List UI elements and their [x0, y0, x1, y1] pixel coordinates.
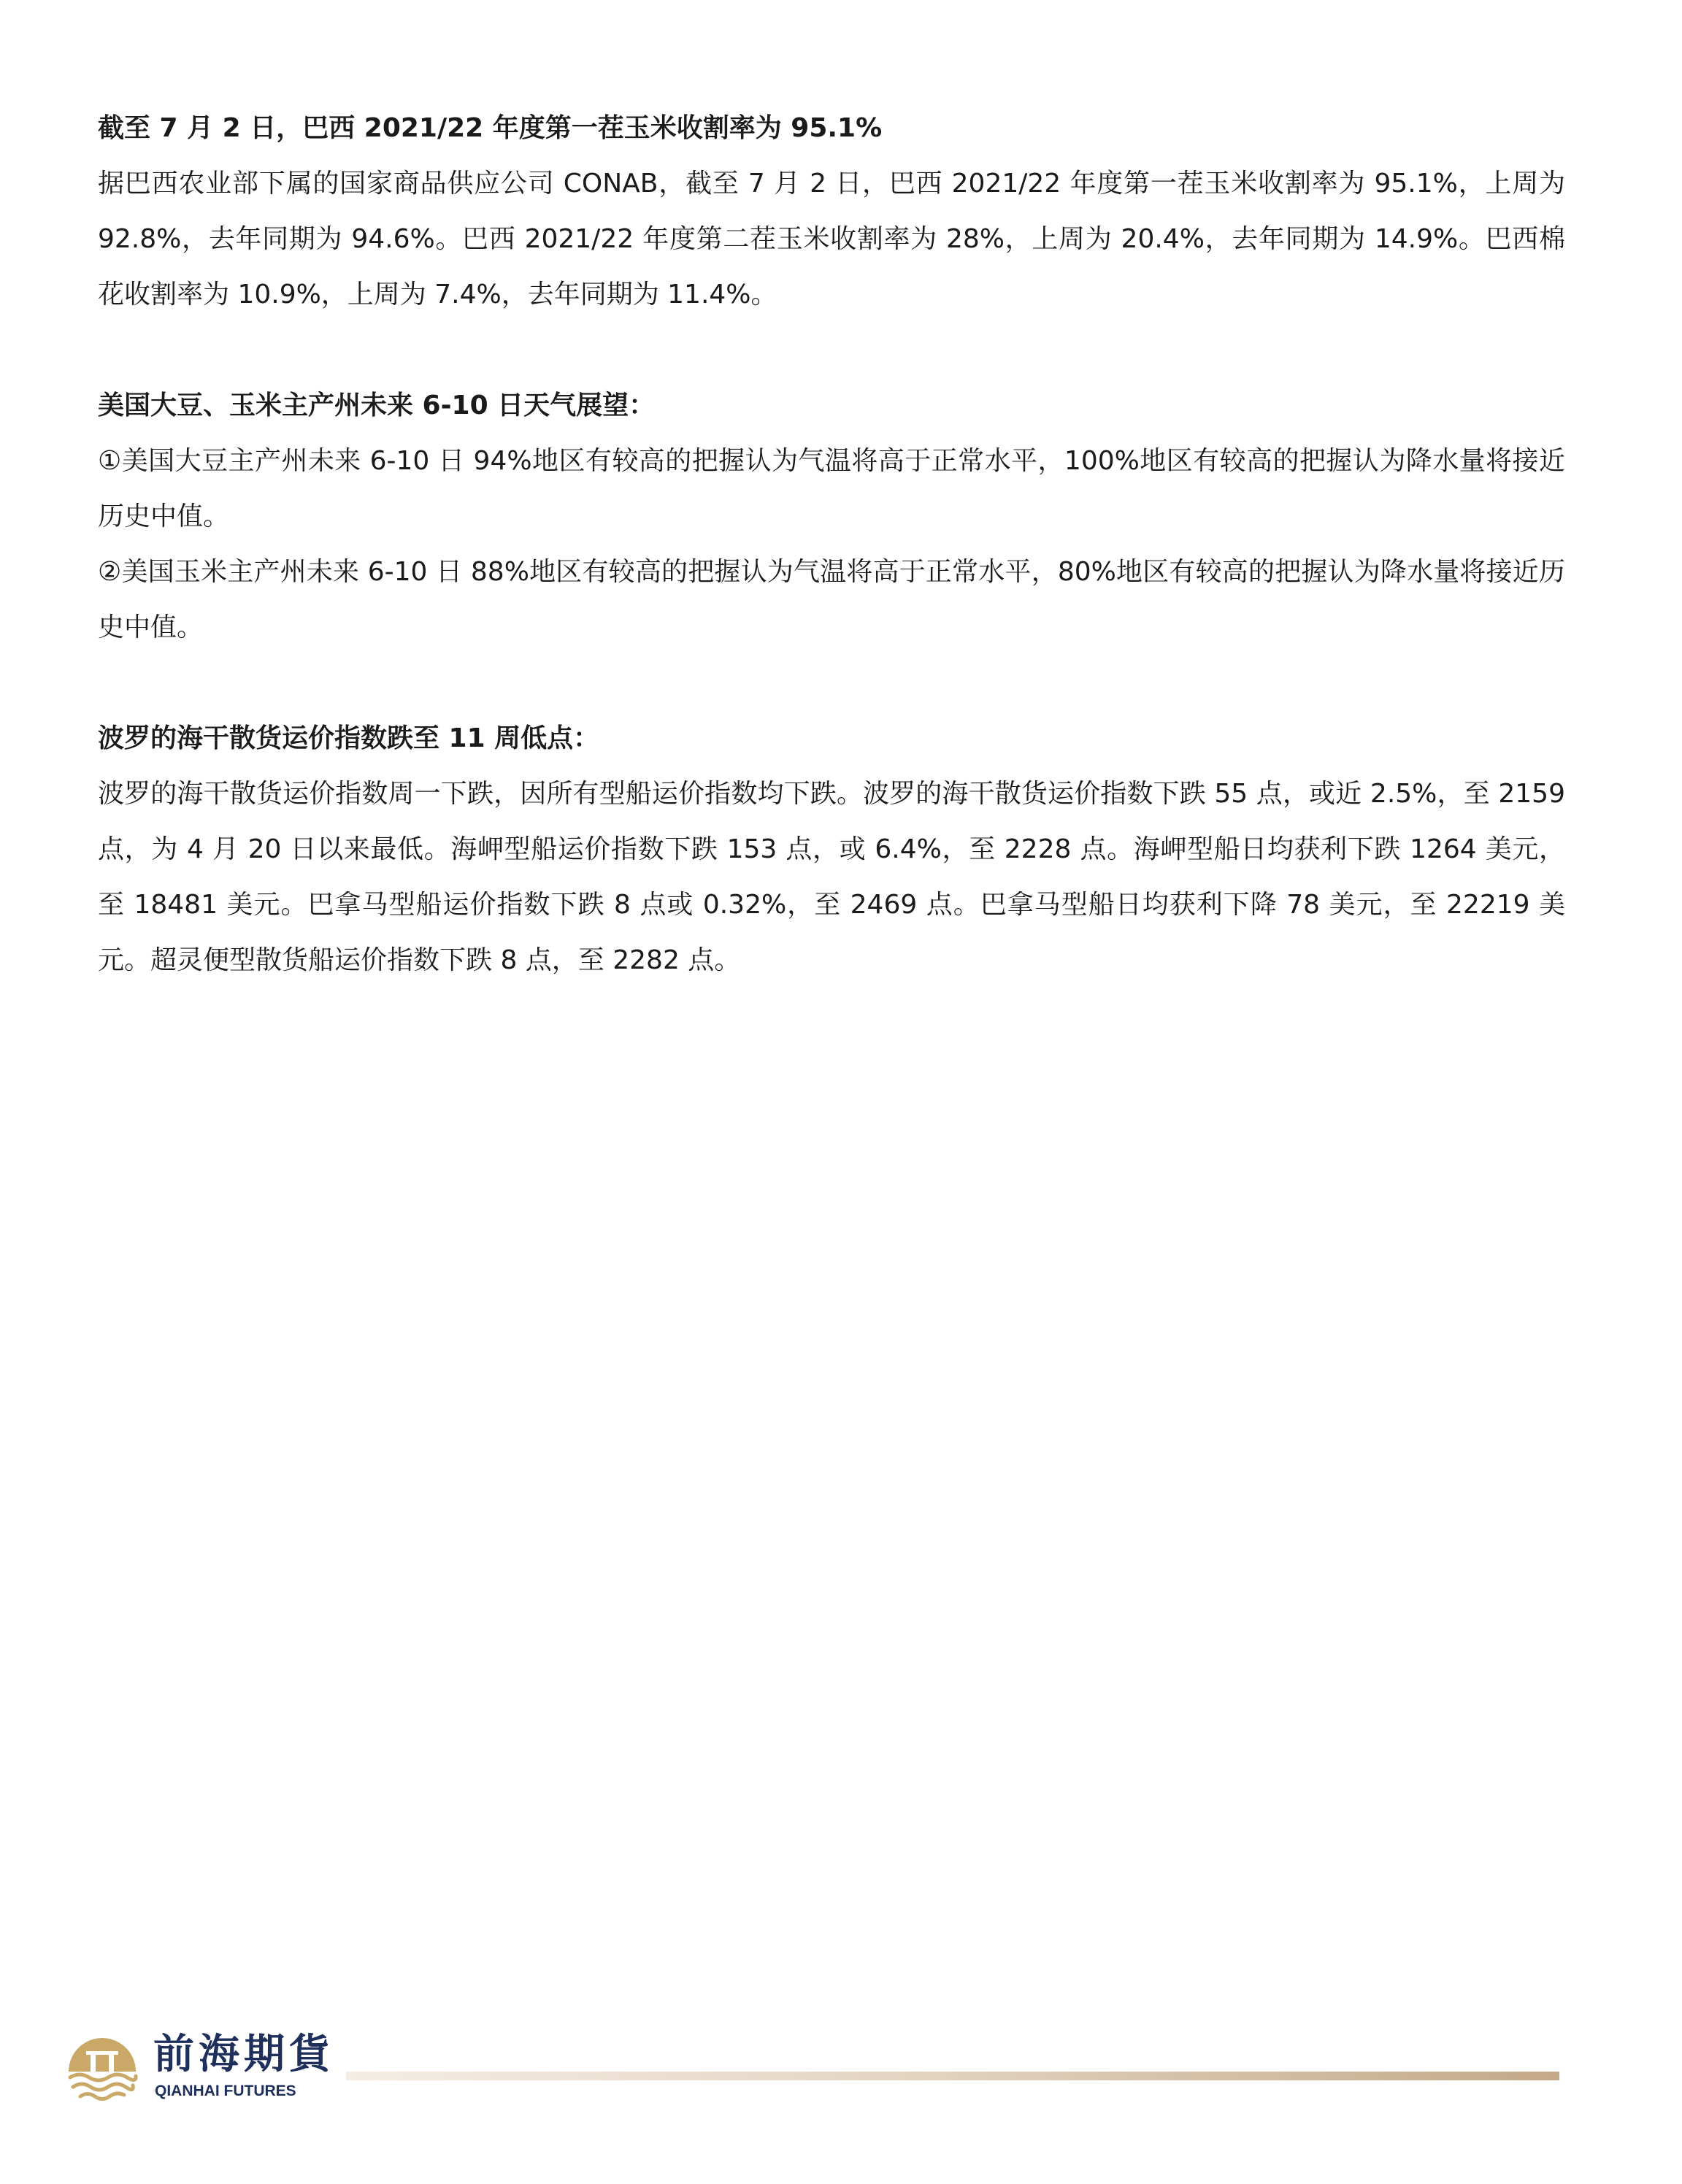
- section-us-weather: [98, 378, 1565, 655]
- section-paragraph: ②美国玉米主产州未来 6-10 日 88%地区有较高的把握认为气温将高于正常水平，80%地区有较高的把握认为降水量将接近历史中值。: [98, 557, 1565, 642]
- logo-chinese-name: 前海期貨: [153, 2030, 334, 2078]
- section-brazil-harvest: [98, 101, 1565, 323]
- section-heading: 美国大豆、玉米主产州未来 6-10 日天气展望：: [98, 391, 656, 420]
- page-footer: [64, 2029, 1568, 2131]
- document-body: [98, 101, 1565, 1044]
- section-heading: 波罗的海干散货运价指数跌至 11 周低点：: [98, 723, 600, 753]
- logo-english-name: QIANHAI FUTURES: [155, 2083, 296, 2099]
- section-paragraph: 波罗的海干散货运价指数周一下跌，因所有型船运价指数均下跌。波罗的海干散货运价指数下跌 55 点，或近 2.5%，至 2159 点，为 4 月 20 日以来最低。海岬型船运价指数下跌 153 点，或 6.4%，至 2228 点。海岬型船日均获利下跌 1264 美元，至 18481 美元。巴拿马型船运价指数下跌 8 点或 0.32%，至 2469 点。巴拿马型船日均获利下降 78 美元，至 22219 美元。超灵便型散货船运价指数下跌 8 点，至 2282 点。: [98, 779, 1565, 975]
- section-baltic-index: [98, 711, 1565, 988]
- section-paragraph: 据巴西农业部下属的国家商品供应公司 CONAB，截至 7 月 2 日，巴西 2021/22 年度第一茬玉米收割率为 95.1%，上周为 92.8%，去年同期为 94.6%。巴西 2021/22 年度第二茬玉米收割率为 28%，上周为 20.4%，去年同期为 14.9%。巴西棉花收割率为 10.9%，上周为 7.4%，去年同期为 11.4%。: [98, 169, 1565, 309]
- footer-divider: [346, 2072, 1559, 2080]
- section-paragraph: ①美国大豆主产州未来 6-10 日 94%地区有较高的把握认为气温将高于正常水平，100%地区有较高的把握认为降水量将接近历史中值。: [98, 446, 1565, 531]
- qianhai-logo-icon: [64, 2029, 140, 2105]
- section-heading: 截至 7 月 2 日，巴西 2021/22 年度第一茬玉米收割率为 95.1%: [98, 113, 883, 143]
